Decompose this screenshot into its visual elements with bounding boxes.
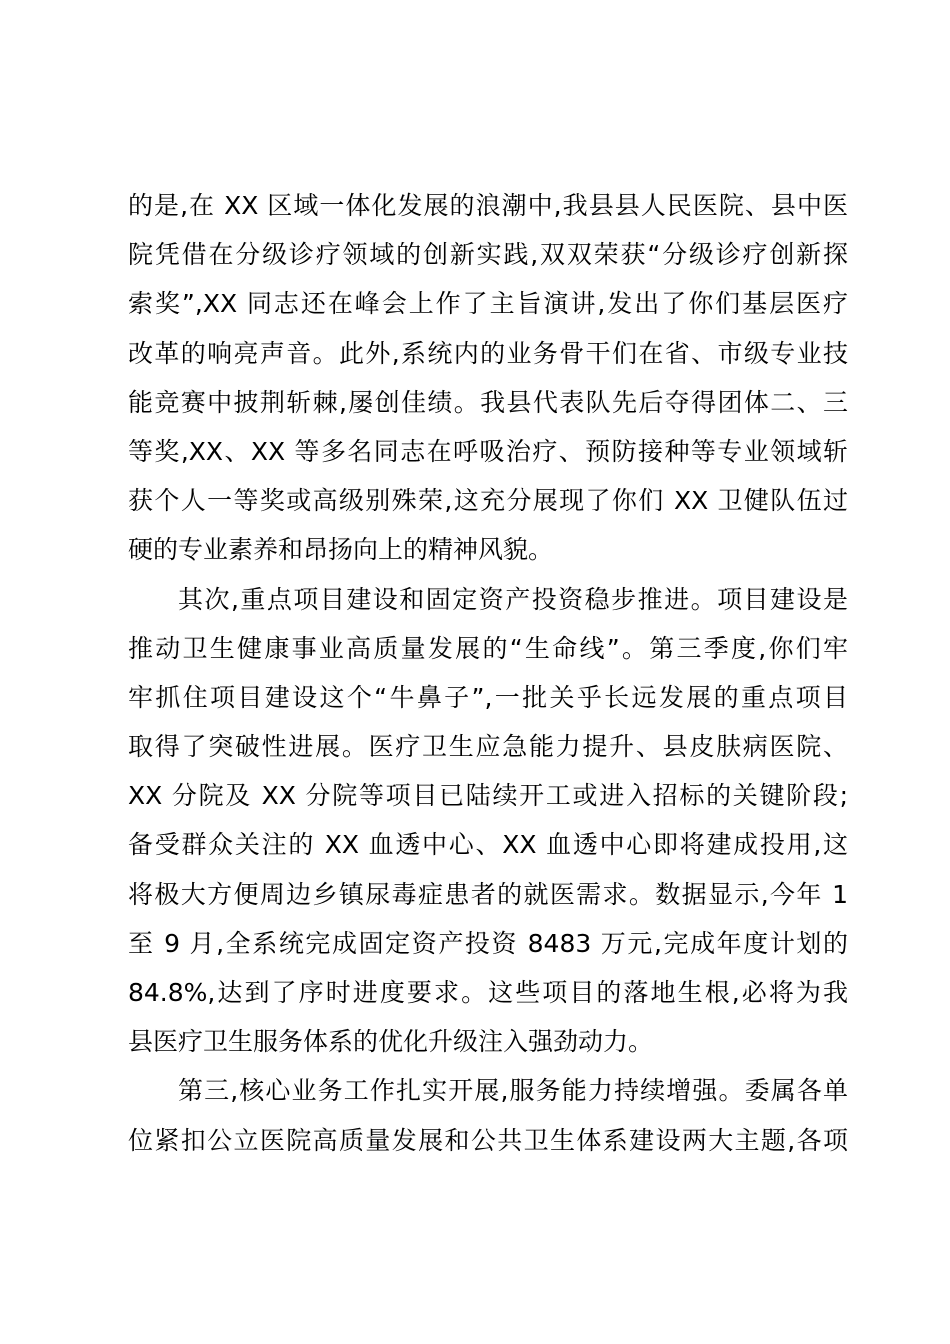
text-line: 能竞赛中披荆斩棘,屡创佳绩。我县代表队先后夺得团体二、三 [128,387,848,417]
document-body [128,181,848,1165]
text-line: 获个人一等奖或高级别殊荣,这充分展现了你们 XX 卫健队伍过 [128,486,848,516]
text-line: 的是,在 XX 区域一体化发展的浪潮中,我县县人民医院、县中医 [128,191,848,220]
text-line: 其次,重点项目建设和固定资产投资稳步推进。项目建设是 [178,584,848,614]
paragraph-awards [128,181,848,575]
text-line: 至 9 月,全系统完成固定资产投资 8483 万元,完成年度计划的 [128,928,848,958]
text-line: 第三,核心业务工作扎实开展,服务能力持续增强。委属各单 [178,1076,848,1106]
text-line: 牢抓住项目建设这个“牛鼻子”,一批关乎长远发展的重点项目 [128,682,848,712]
text-line: 索奖”,XX 同志还在峰会上作了主旨演讲,发出了你们基层医疗 [128,289,848,319]
text-line: 将极大方便周边乡镇尿毒症患者的就医需求。数据显示,今年 1 [128,879,848,909]
text-line: 取得了突破性进展。医疗卫生应急能力提升、县皮肤病医院、 [128,732,848,762]
text-line: 位紧扣公立医院高质量发展和公共卫生体系建设两大主题,各项 [128,1125,848,1155]
text-line: 推动卫生健康事业高质量发展的“生命线”。第三季度,你们牢 [128,633,848,663]
text-line: 备受群众关注的 XX 血透中心、XX 血透中心即将建成投用,这 [128,830,848,860]
paragraph-core-business [128,1066,848,1164]
text-line: 等奖,XX、XX 等多名同志在呼吸治疗、预防接种等专业领域斩 [128,436,848,466]
text-line: 硬的专业素养和昂扬向上的精神风貌。 [128,535,554,565]
text-line: 84.8%,达到了序时进度要求。这些项目的落地生根,必将为我 [128,978,848,1007]
paragraph-projects [128,575,848,1067]
text-line: 县医疗卫生服务体系的优化升级注入强劲动力。 [128,1027,654,1057]
text-line: 院凭借在分级诊疗领域的创新实践,双双荣获“分级诊疗创新探 [128,240,848,270]
text-line: XX 分院及 XX 分院等项目已陆续开工或进入招标的关键阶段; [128,781,848,811]
text-line: 改革的响亮声音。此外,系统内的业务骨干们在省、市级专业技 [128,338,848,368]
